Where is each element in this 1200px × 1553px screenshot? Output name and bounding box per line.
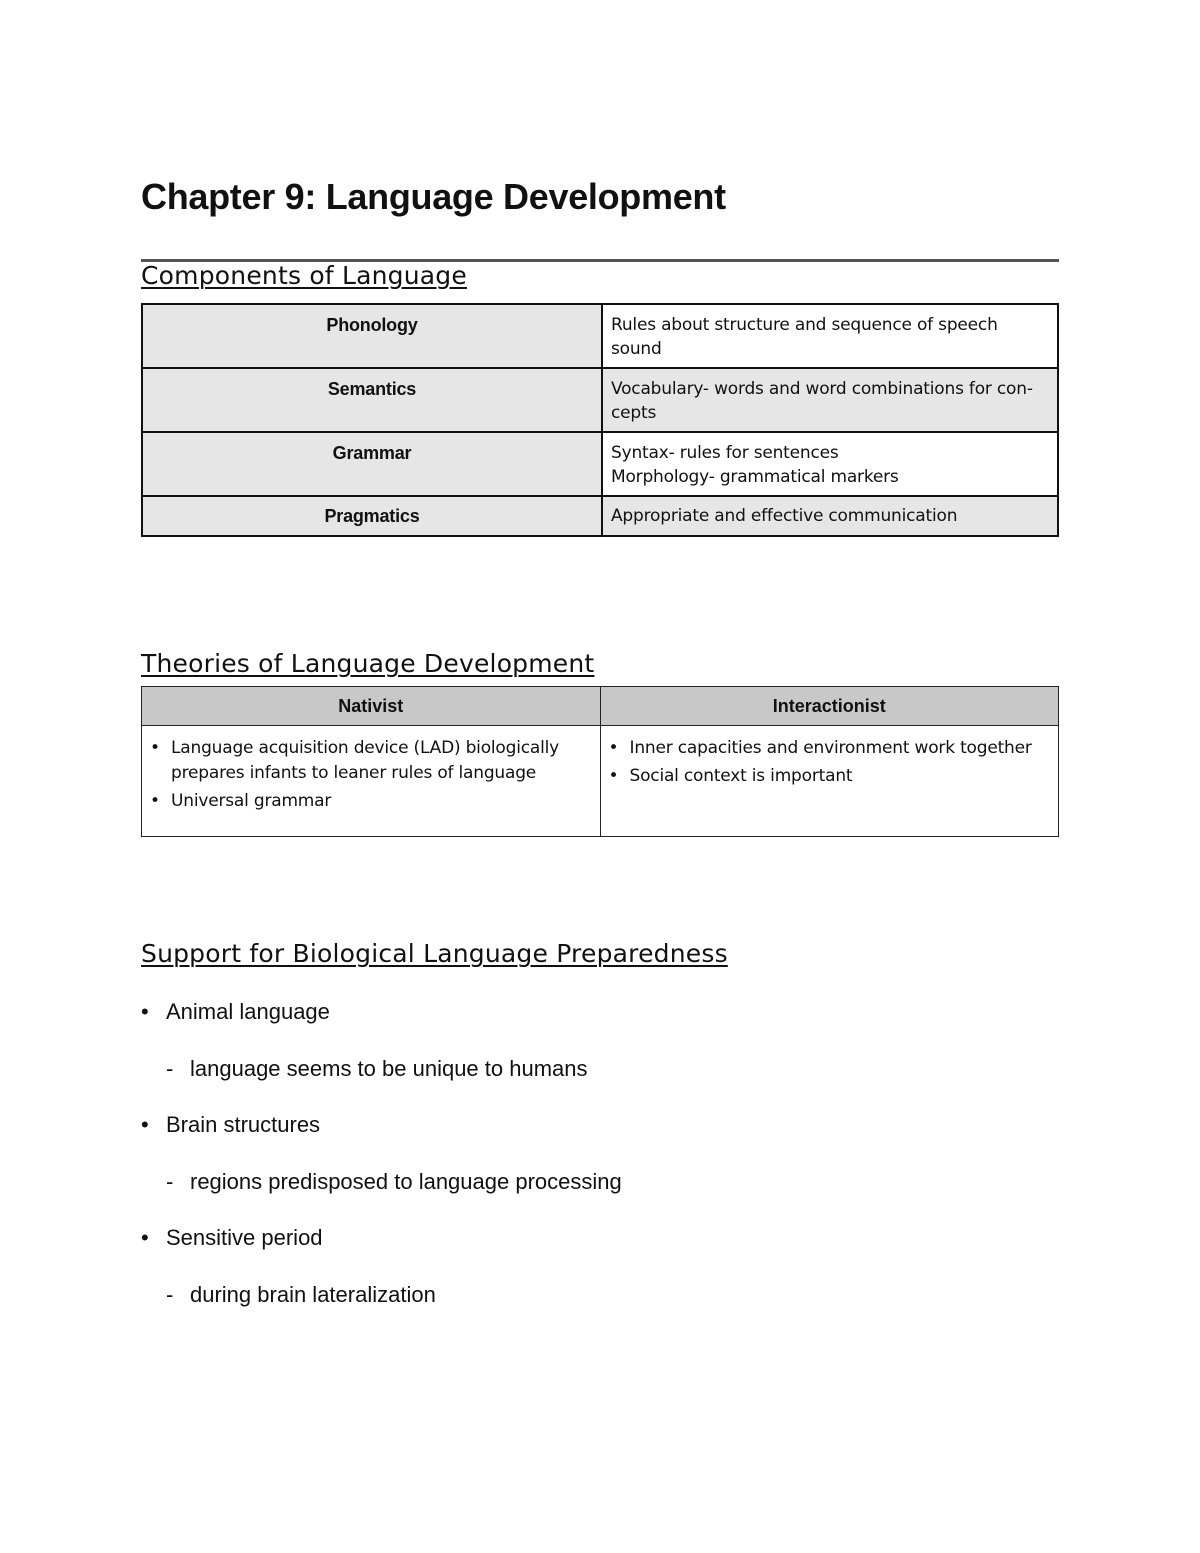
page-title: Chapter 9: Language Development <box>141 176 726 217</box>
support-item-detail <box>166 1053 588 1085</box>
theories-table <box>141 686 1059 837</box>
list-item <box>150 789 594 814</box>
bullet-icon: • <box>150 791 160 811</box>
bullet-icon: • <box>608 738 619 758</box>
table-row <box>142 726 1059 837</box>
table-row <box>142 496 1058 536</box>
bullet-icon: • <box>150 738 160 758</box>
term-cell: Grammar <box>142 432 602 496</box>
nativist-cell <box>142 726 601 837</box>
definition-cell: Appropriate and effective communication <box>602 496 1058 536</box>
term-cell: Pragmatics <box>142 496 602 536</box>
support-item-detail <box>166 1279 436 1311</box>
components-table <box>141 303 1059 537</box>
support-item-label: Animal language <box>166 999 330 1024</box>
section-heading-components: Components of Language <box>141 261 467 290</box>
support-item-detail <box>166 1166 622 1198</box>
definition-cell: Rules about structure and sequence of speech sound <box>602 304 1058 368</box>
definition-line: Morphology- grammatical markers <box>611 467 899 487</box>
list-item-text: Social context is important <box>629 766 853 786</box>
dash-icon: - <box>166 1282 174 1307</box>
interactionist-cell <box>600 726 1059 837</box>
term-cell: Semantics <box>142 368 602 432</box>
dash-icon: - <box>166 1169 174 1194</box>
support-item-detail-text: regions predisposed to language processing <box>190 1169 622 1194</box>
support-item-detail-text: language seems to be unique to humans <box>190 1056 588 1081</box>
table-header-row <box>142 687 1059 726</box>
definition-line: Syntax- rules for sentences <box>611 443 839 463</box>
table-row <box>142 304 1058 368</box>
term-cell: Phonology <box>142 304 602 368</box>
column-header-interactionist: Interactionist <box>600 687 1059 726</box>
support-item-label: Brain structures <box>166 1112 321 1137</box>
definition-cell <box>602 432 1058 496</box>
list-item <box>609 764 1053 789</box>
dash-icon: - <box>166 1056 174 1081</box>
support-item-label: Sensitive period <box>166 1225 323 1250</box>
nativist-points <box>150 736 594 814</box>
list-item <box>609 736 1053 761</box>
bullet-icon: • <box>141 1112 149 1137</box>
bullet-icon: • <box>141 1225 149 1250</box>
list-item-text: Inner capacities and environment work together <box>629 738 1032 758</box>
interactionist-points <box>609 736 1053 789</box>
list-item-text: Universal grammar <box>171 791 332 811</box>
list-item-text: Language acquisition device (LAD) biologically prepares infants to leaner rules of language <box>171 738 560 783</box>
table-row <box>142 368 1058 432</box>
bullet-icon: • <box>608 766 619 786</box>
definition-cell: Vocabulary- words and word combinations for con-cepts <box>602 368 1058 432</box>
list-item <box>150 736 594 786</box>
section-heading-support: Support for Biological Language Preparedness <box>141 939 728 968</box>
support-item-detail-text: during brain lateralization <box>190 1282 436 1307</box>
column-header-nativist: Nativist <box>142 687 601 726</box>
section-heading-theories: Theories of Language Development <box>141 649 595 678</box>
table-row <box>142 432 1058 496</box>
bullet-icon: • <box>141 999 149 1024</box>
